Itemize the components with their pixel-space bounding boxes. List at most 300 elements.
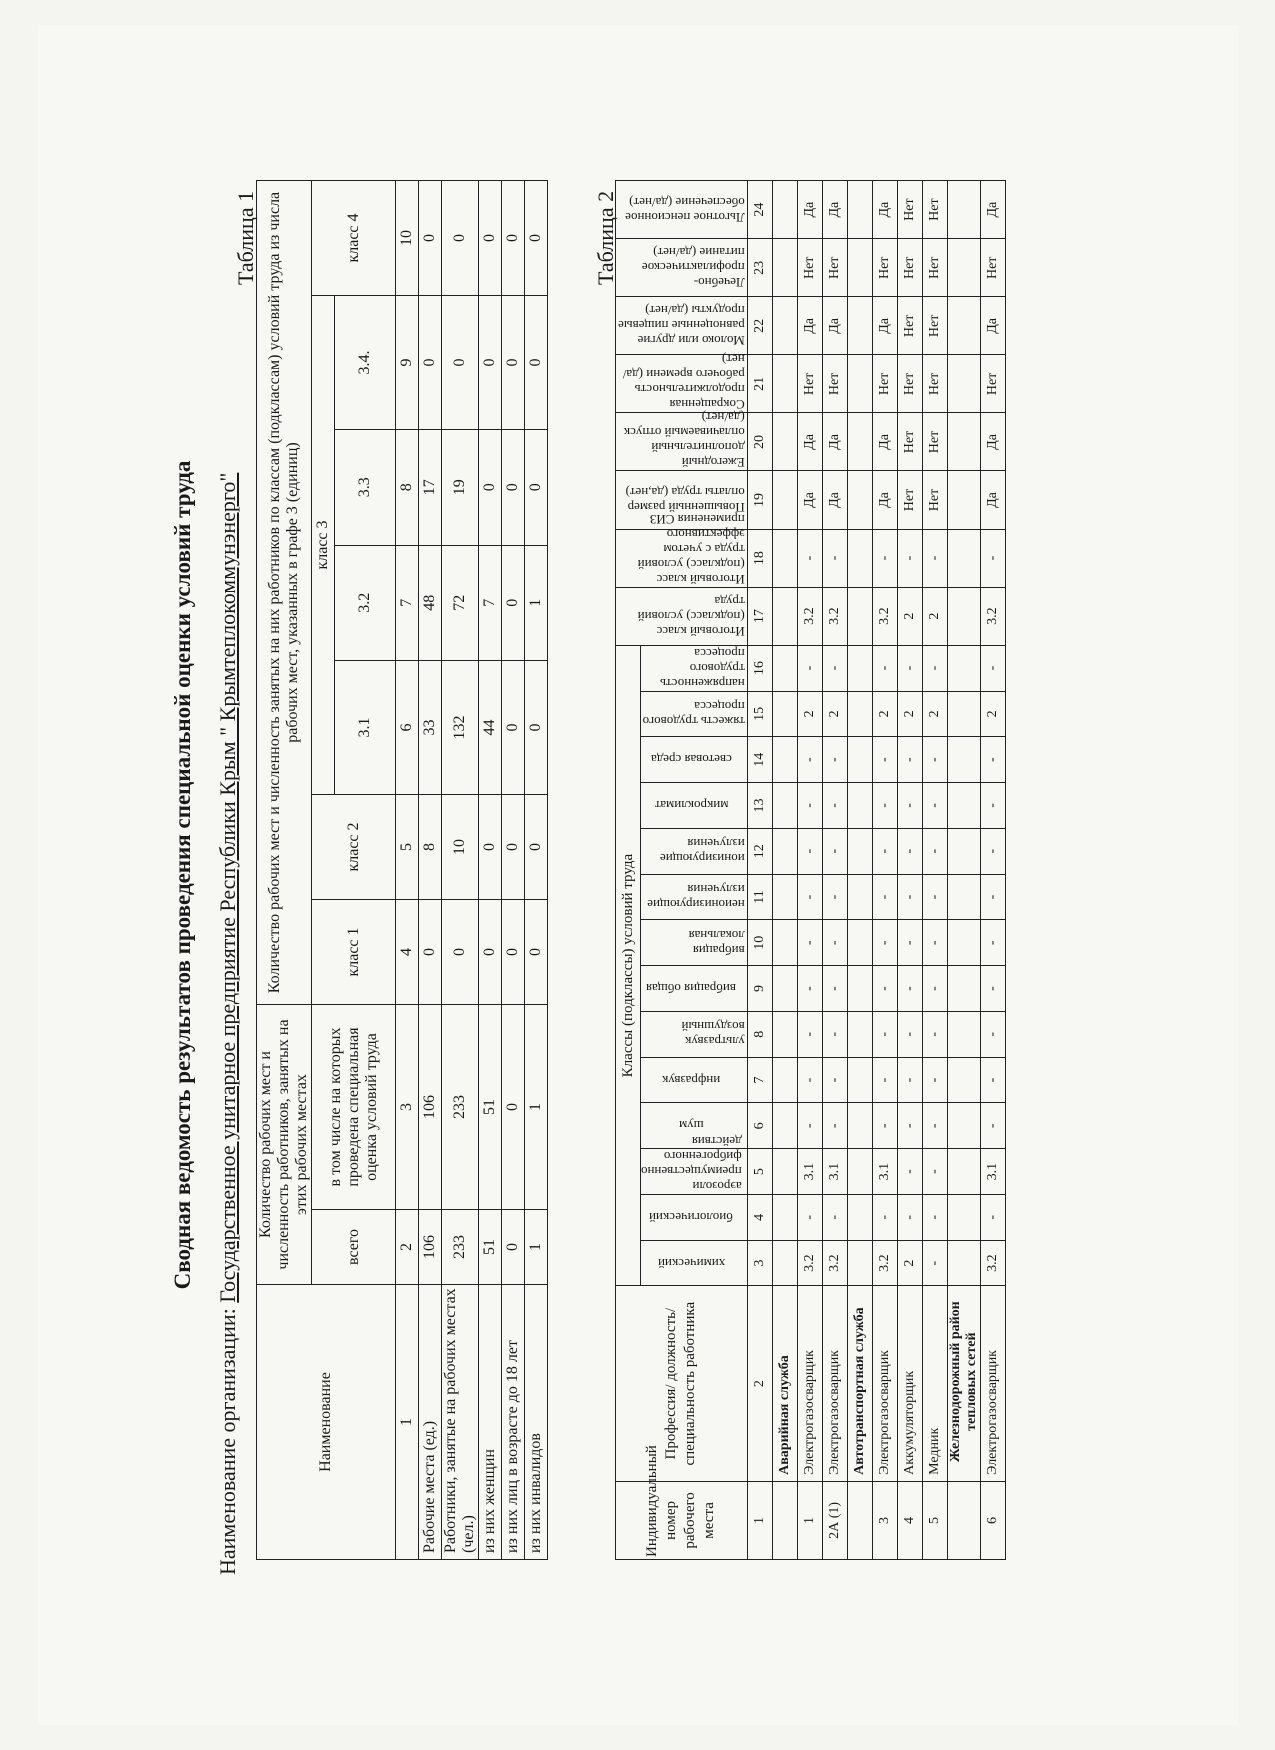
t2-section-empty	[772, 297, 797, 355]
t2-cell: Нет	[897, 239, 922, 297]
t2-cell: Да	[980, 471, 1005, 529]
t2-section-empty	[772, 828, 797, 874]
t1-row	[478, 181, 501, 1560]
t2-cell: Нет	[897, 355, 922, 413]
t2-cell: -	[797, 737, 822, 783]
t2-cell: -	[922, 966, 947, 1012]
t2-section-empty	[772, 181, 797, 239]
t2-row-id: 4	[897, 1481, 922, 1559]
t2-cell: Да	[980, 297, 1005, 355]
t2-cell: Нет	[980, 355, 1005, 413]
t2-row-name: Медник	[922, 1286, 947, 1481]
t2-cell: Нет	[897, 181, 922, 239]
t2-cell: -	[897, 1011, 922, 1057]
table2-caption: Таблица 2	[592, 190, 618, 285]
t2-cell: -	[922, 737, 947, 783]
t1-header-group-b: Количество рабочих мест и численность занятых на них работников по классам (подклассам) условий труда из числа рабочих мест, указанных в графе 3 (единиц)	[256, 181, 311, 1005]
t2-colnum: 16	[747, 645, 772, 691]
t2-colnum: 7	[747, 1057, 772, 1103]
t1-colnum: 7	[395, 545, 418, 661]
t2-section-empty	[947, 297, 980, 355]
t2-cell: Нет	[822, 355, 847, 413]
organization-name: Государственное унитарное предприятие Республики Крым " Крымтеплокоммунэнерго"	[214, 472, 240, 1303]
t2-cell: Да	[797, 181, 822, 239]
t2-section-empty	[947, 1240, 980, 1286]
t2-section-empty	[772, 737, 797, 783]
t1-header-class4: класс 4	[311, 181, 395, 296]
t2-cell: -	[797, 920, 822, 966]
t2-cell: 2	[897, 1240, 922, 1286]
t2-header-tail: Итоговый класс (подкласс) условий труда	[615, 587, 747, 645]
t2-cell: -	[897, 874, 922, 920]
t2-cell: 2	[872, 691, 897, 737]
t2-cell: 2	[922, 587, 947, 645]
t2-cell: -	[922, 645, 947, 691]
t1-cell: 106	[418, 1210, 441, 1285]
t2-colnum: 20	[747, 413, 772, 471]
t1-cell: 0	[501, 661, 524, 795]
t1-cell: 0	[478, 430, 501, 546]
t2-header-tail: Ежегодный дополнительный оплачиваемый отпуск (да/нет)	[615, 413, 747, 471]
t2-cell: 2	[922, 691, 947, 737]
t1-header-group-a: Количество рабочих мест и численность работников, занятых на этих рабочих местах	[256, 1005, 311, 1285]
workplace-table	[615, 180, 1006, 1560]
t2-cell: -	[872, 1057, 897, 1103]
t2-row-name: Электрогазосварщик	[980, 1286, 1005, 1481]
t2-cell: Нет	[797, 239, 822, 297]
t2-cell: -	[797, 874, 822, 920]
t2-header-tail: Итоговый класс (подкласс) условий труда с учетом эффективного применения СИЗ	[615, 529, 747, 587]
t2-section-empty	[947, 1057, 980, 1103]
t2-cell: 3.2	[797, 1240, 822, 1286]
t1-row-label: Рабочие места (ед.)	[418, 1285, 441, 1560]
t2-section-empty	[847, 783, 872, 829]
t1-row	[418, 181, 441, 1560]
t1-cell: 132	[441, 661, 478, 795]
t2-header-factor-label: шум	[678, 1118, 704, 1134]
t2-cell: 2	[897, 691, 922, 737]
t2-cell: -	[922, 874, 947, 920]
t2-cell: -	[980, 529, 1005, 587]
t1-colnum: 1	[395, 1285, 418, 1560]
t2-section-empty	[947, 783, 980, 829]
t1-cell: 0	[478, 181, 501, 296]
t2-cell: -	[922, 1057, 947, 1103]
t2-cell: -	[922, 828, 947, 874]
t2-section-empty	[947, 874, 980, 920]
t1-cell: 1	[524, 1210, 547, 1285]
t2-cell: -	[872, 1011, 897, 1057]
t1-cell: 0	[418, 900, 441, 1005]
t1-cell: 0	[501, 1005, 524, 1210]
t2-row	[897, 181, 922, 1560]
t2-section-empty	[947, 1103, 980, 1149]
t2-row-name: Аккумуляторщик	[897, 1286, 922, 1481]
t2-cell: Да	[980, 413, 1005, 471]
t2-section-empty	[847, 645, 872, 691]
t2-cell: -	[872, 874, 897, 920]
t2-header-factor-label: световая среда	[650, 752, 732, 768]
t2-cell: -	[797, 1011, 822, 1057]
t2-header-factor-label: аэрозоли преимущественно фиброгенного действия	[640, 1133, 742, 1194]
t1-cell: 0	[501, 181, 524, 296]
t2-header-factor	[640, 1240, 747, 1286]
t2-cell: -	[822, 1103, 847, 1149]
t2-cell: -	[897, 1194, 922, 1240]
t2-header-factor	[640, 1194, 747, 1240]
t1-cell: 0	[524, 795, 547, 900]
t2-cell: -	[922, 1149, 947, 1195]
t1-header-name: Наименование	[256, 1285, 395, 1560]
t2-cell: -	[897, 737, 922, 783]
t2-colnum: 11	[747, 874, 772, 920]
t2-cell: -	[797, 529, 822, 587]
t1-colnum: 2	[395, 1210, 418, 1285]
t2-cell: -	[822, 966, 847, 1012]
t2-section-title: Автотранспортная служба	[847, 1286, 872, 1481]
t1-cell: 0	[418, 181, 441, 296]
t2-cell: -	[872, 1103, 897, 1149]
t1-row-label: из них женщин	[478, 1285, 501, 1560]
t2-cell: -	[872, 966, 897, 1012]
t2-cell: Да	[872, 471, 897, 529]
t2-section-empty	[947, 1011, 980, 1057]
t2-section-empty	[772, 587, 797, 645]
t2-colnum: 5	[747, 1149, 772, 1195]
t2-colnum: 2	[747, 1286, 772, 1481]
t1-header-total: всего	[311, 1210, 395, 1285]
t2-cell: -	[897, 783, 922, 829]
t2-header-factor	[640, 1057, 747, 1103]
t2-cell: Да	[822, 181, 847, 239]
t2-cell: -	[872, 737, 897, 783]
t2-section-empty	[847, 1011, 872, 1057]
t1-row-label: из них лиц в возрасте до 18 лет	[501, 1285, 524, 1560]
t1-colnum: 3	[395, 1005, 418, 1210]
t1-cell: 51	[478, 1210, 501, 1285]
t2-colnum: 21	[747, 355, 772, 413]
t2-header-factor	[640, 874, 747, 920]
t1-header-sub33: 3.3	[334, 430, 395, 546]
t2-cell: 3.1	[822, 1149, 847, 1195]
t2-header-tail: Повышенный размер оплаты труда (да,нет)	[615, 471, 747, 529]
t2-colnum: 6	[747, 1103, 772, 1149]
t2-section-empty	[847, 181, 872, 239]
t2-cell: -	[897, 529, 922, 587]
t2-cell: Нет	[897, 471, 922, 529]
t2-cell: 2	[897, 587, 922, 645]
t2-section-empty	[847, 874, 872, 920]
t2-cell: -	[822, 828, 847, 874]
t1-row-label: из них инвалидов	[524, 1285, 547, 1560]
t2-header-factor	[640, 828, 747, 874]
t2-section-title: Аварийная служба	[772, 1286, 797, 1481]
t1-row	[524, 181, 547, 1560]
t2-cell: -	[872, 828, 897, 874]
t2-cell: 3.2	[872, 1240, 897, 1286]
t2-section-empty	[947, 1149, 980, 1195]
t2-cell: -	[980, 1194, 1005, 1240]
t2-header-tail: Сокращенная продолжительность рабочего времени (да/нет)	[615, 355, 747, 413]
t2-colnum: 18	[747, 529, 772, 587]
t2-cell: -	[797, 1194, 822, 1240]
t2-section-empty	[847, 1149, 872, 1195]
t2-section-empty	[947, 691, 980, 737]
t2-section-empty	[847, 1057, 872, 1103]
t2-cell: 3.2	[822, 587, 847, 645]
t2-cell: 3.1	[980, 1149, 1005, 1195]
t2-header-factor	[640, 783, 747, 829]
t1-cell: 0	[441, 181, 478, 296]
t1-cell: 7	[478, 545, 501, 661]
t1-cell: 0	[441, 900, 478, 1005]
t2-header-factor-label: ионизирующие излучения	[658, 836, 744, 867]
t2-section-empty	[847, 355, 872, 413]
t2-cell: -	[822, 645, 847, 691]
t2-cell: 2	[822, 691, 847, 737]
t2-cell: -	[797, 1103, 822, 1149]
document-title: Сводная ведомость результатов проведения специальной оценки условий труда	[169, 460, 195, 1290]
t2-section-empty	[947, 920, 980, 966]
t2-header-profession: Профессия/ должность/ специальность работника	[615, 1286, 747, 1481]
t2-section-empty	[947, 413, 980, 471]
t1-cell: 1	[524, 545, 547, 661]
t2-cell: -	[980, 645, 1005, 691]
t2-colnum: 24	[747, 181, 772, 239]
t2-header-factor-label: ультразвук воздушный	[680, 1019, 744, 1050]
t2-cell: 2	[797, 691, 822, 737]
t2-cell: Нет	[897, 413, 922, 471]
t2-header-tail: Льготное пенсионное обеспечение (да/нет)	[615, 181, 747, 239]
t1-colnum: 6	[395, 661, 418, 795]
t2-section-empty	[772, 1149, 797, 1195]
t2-section-empty	[847, 239, 872, 297]
t2-cell: -	[897, 966, 922, 1012]
t2-colnum: 9	[747, 966, 772, 1012]
t1-colnum: 8	[395, 430, 418, 546]
t2-colnum: 19	[747, 471, 772, 529]
t2-row-name: Электрогазосварщик	[822, 1286, 847, 1481]
t2-row-id: 1	[797, 1481, 822, 1559]
t2-cell: 3.2	[872, 587, 897, 645]
t1-cell: 0	[478, 296, 501, 430]
t2-section-empty	[772, 966, 797, 1012]
t2-cell: -	[797, 1057, 822, 1103]
t2-section-empty	[772, 355, 797, 413]
t2-cell: Да	[872, 413, 897, 471]
t2-cell: -	[897, 645, 922, 691]
t2-section-empty	[772, 920, 797, 966]
t2-cell: Нет	[922, 471, 947, 529]
t1-cell: 0	[441, 296, 478, 430]
t2-header-factor	[640, 737, 747, 783]
t2-header-factor	[640, 691, 747, 737]
t2-colnum: 14	[747, 737, 772, 783]
t1-colnum: 10	[395, 181, 418, 296]
t2-header-id: Индивидуальный номер рабочего места	[615, 1481, 747, 1559]
t2-section-empty	[947, 355, 980, 413]
t2-cell: 3.1	[872, 1149, 897, 1195]
t2-cell: Да	[822, 413, 847, 471]
t1-cell: 233	[441, 1210, 478, 1285]
t2-row-id: 2А (1)	[822, 1481, 847, 1559]
t2-cell: -	[980, 920, 1005, 966]
t2-colnum: 23	[747, 239, 772, 297]
t1-cell: 0	[501, 430, 524, 546]
t2-cell: -	[897, 1103, 922, 1149]
t1-cell: 10	[441, 795, 478, 900]
t2-cell: -	[872, 920, 897, 966]
t2-section-empty	[772, 645, 797, 691]
t1-header-sub34: 3.4.	[334, 296, 395, 430]
t2-section-row	[772, 181, 797, 1560]
document-page	[38, 25, 1238, 1725]
t2-cell: -	[872, 1194, 897, 1240]
t2-section-empty	[772, 1011, 797, 1057]
t2-cell: -	[822, 1011, 847, 1057]
t2-header-factor-label: микроклимат	[654, 797, 728, 813]
t2-section-empty	[947, 587, 980, 645]
t1-cell: 44	[478, 661, 501, 795]
t1-cell: 8	[418, 795, 441, 900]
t2-cell: Да	[980, 181, 1005, 239]
t1-cell: 233	[441, 1005, 478, 1210]
t2-section-empty	[772, 413, 797, 471]
t1-cell: 48	[418, 545, 441, 661]
t2-cell: -	[872, 529, 897, 587]
t2-cell: 3.2	[822, 1240, 847, 1286]
t2-cell: -	[922, 1103, 947, 1149]
t2-cell: -	[980, 737, 1005, 783]
t2-cell: -	[980, 966, 1005, 1012]
t2-cell: -	[822, 737, 847, 783]
t2-header-factor-label: инфразвук	[661, 1072, 720, 1088]
t2-cell: Да	[872, 297, 897, 355]
t2-cell: -	[922, 1011, 947, 1057]
t2-row-name: Электрогазосварщик	[872, 1286, 897, 1481]
t2-section-empty	[847, 413, 872, 471]
t2-colnum: 12	[747, 828, 772, 874]
t2-cell: Нет	[922, 413, 947, 471]
t2-cell: Нет	[872, 239, 897, 297]
t1-cell: 0	[524, 661, 547, 795]
t2-cell: -	[980, 783, 1005, 829]
t2-header-factor-label: химический	[657, 1255, 725, 1271]
t2-section-empty	[947, 1194, 980, 1240]
t2-cell: -	[980, 1103, 1005, 1149]
t2-cell: -	[897, 1057, 922, 1103]
t2-header-factor-label: напряженность трудового процесса	[659, 645, 744, 691]
t2-cell: -	[822, 874, 847, 920]
t2-cell: -	[897, 828, 922, 874]
t1-header-class3: класс 3	[311, 296, 334, 795]
t2-cell: Да	[797, 297, 822, 355]
t2-section-empty	[947, 645, 980, 691]
t1-cell: 106	[418, 1005, 441, 1210]
t2-section-spacer	[847, 1481, 872, 1559]
t2-colnum: 3	[747, 1240, 772, 1286]
t1-row	[501, 181, 524, 1560]
t2-section-empty	[847, 920, 872, 966]
t1-cell: 19	[441, 430, 478, 546]
t2-header-factor-label: вибрация общая	[645, 981, 736, 997]
t2-cell: Нет	[897, 297, 922, 355]
t1-cell: 0	[501, 545, 524, 661]
t2-header-tail: Молоко или другие равноценные пищевые продукты (да/нет)	[615, 297, 747, 355]
t2-cell: -	[822, 529, 847, 587]
t1-cell: 0	[478, 900, 501, 1005]
t2-cell: -	[922, 920, 947, 966]
t2-section-empty	[947, 181, 980, 239]
t1-cell: 0	[418, 296, 441, 430]
t2-cell: 3.2	[797, 587, 822, 645]
t2-header-factor-label: вибрация локальная	[687, 927, 744, 958]
t2-section-empty	[772, 1240, 797, 1286]
t2-header-factor	[640, 1011, 747, 1057]
t2-section-empty	[847, 828, 872, 874]
t2-header-classes: Классы (подклассы) условий труда	[615, 645, 640, 1286]
t2-header-tail: Лечебно-профилактическое питание (да/нет)	[615, 239, 747, 297]
table1-caption: Таблица 1	[232, 190, 258, 285]
t2-section-empty	[847, 297, 872, 355]
t2-cell: Нет	[822, 239, 847, 297]
t2-row-id: 5	[922, 1481, 947, 1559]
t1-header-class1: класс 1	[311, 900, 395, 1005]
t1-cell: 33	[418, 661, 441, 795]
t2-row	[822, 181, 847, 1560]
t2-row	[872, 181, 897, 1560]
t1-header-class2: класс 2	[311, 795, 395, 900]
t2-section-empty	[772, 1057, 797, 1103]
t1-cell: 0	[524, 900, 547, 1005]
t1-cell: 0	[524, 430, 547, 546]
t2-cell: -	[980, 874, 1005, 920]
t1-colnum: 9	[395, 296, 418, 430]
t2-section-empty	[847, 587, 872, 645]
t2-colnum: 22	[747, 297, 772, 355]
t2-cell: Нет	[797, 355, 822, 413]
t2-section-empty	[772, 471, 797, 529]
t2-colnum: 4	[747, 1194, 772, 1240]
t2-section-empty	[847, 529, 872, 587]
t2-cell: -	[797, 783, 822, 829]
t2-cell: Нет	[980, 239, 1005, 297]
t1-cell: 51	[478, 1005, 501, 1210]
t1-header-sub31: 3.1	[334, 661, 395, 795]
t2-cell: -	[980, 828, 1005, 874]
t2-section-empty	[847, 691, 872, 737]
t2-cell: -	[797, 645, 822, 691]
t2-cell: -	[922, 1240, 947, 1286]
t2-section-spacer	[947, 1481, 980, 1559]
t2-cell: Да	[797, 471, 822, 529]
t2-cell: Да	[872, 181, 897, 239]
t2-section-row	[947, 181, 980, 1560]
t2-section-empty	[947, 737, 980, 783]
t2-cell: -	[822, 1194, 847, 1240]
t2-row-name: Электрогазосварщик	[797, 1286, 822, 1481]
t2-cell: -	[922, 529, 947, 587]
t2-colnum: 1	[747, 1481, 772, 1559]
t2-row-id: 3	[872, 1481, 897, 1559]
t2-section-empty	[772, 239, 797, 297]
t2-header-factor	[640, 1133, 747, 1195]
t2-colnum: 13	[747, 783, 772, 829]
t2-section-empty	[847, 1103, 872, 1149]
t2-row	[922, 181, 947, 1560]
t2-row	[980, 181, 1005, 1560]
t2-cell: -	[897, 1149, 922, 1195]
